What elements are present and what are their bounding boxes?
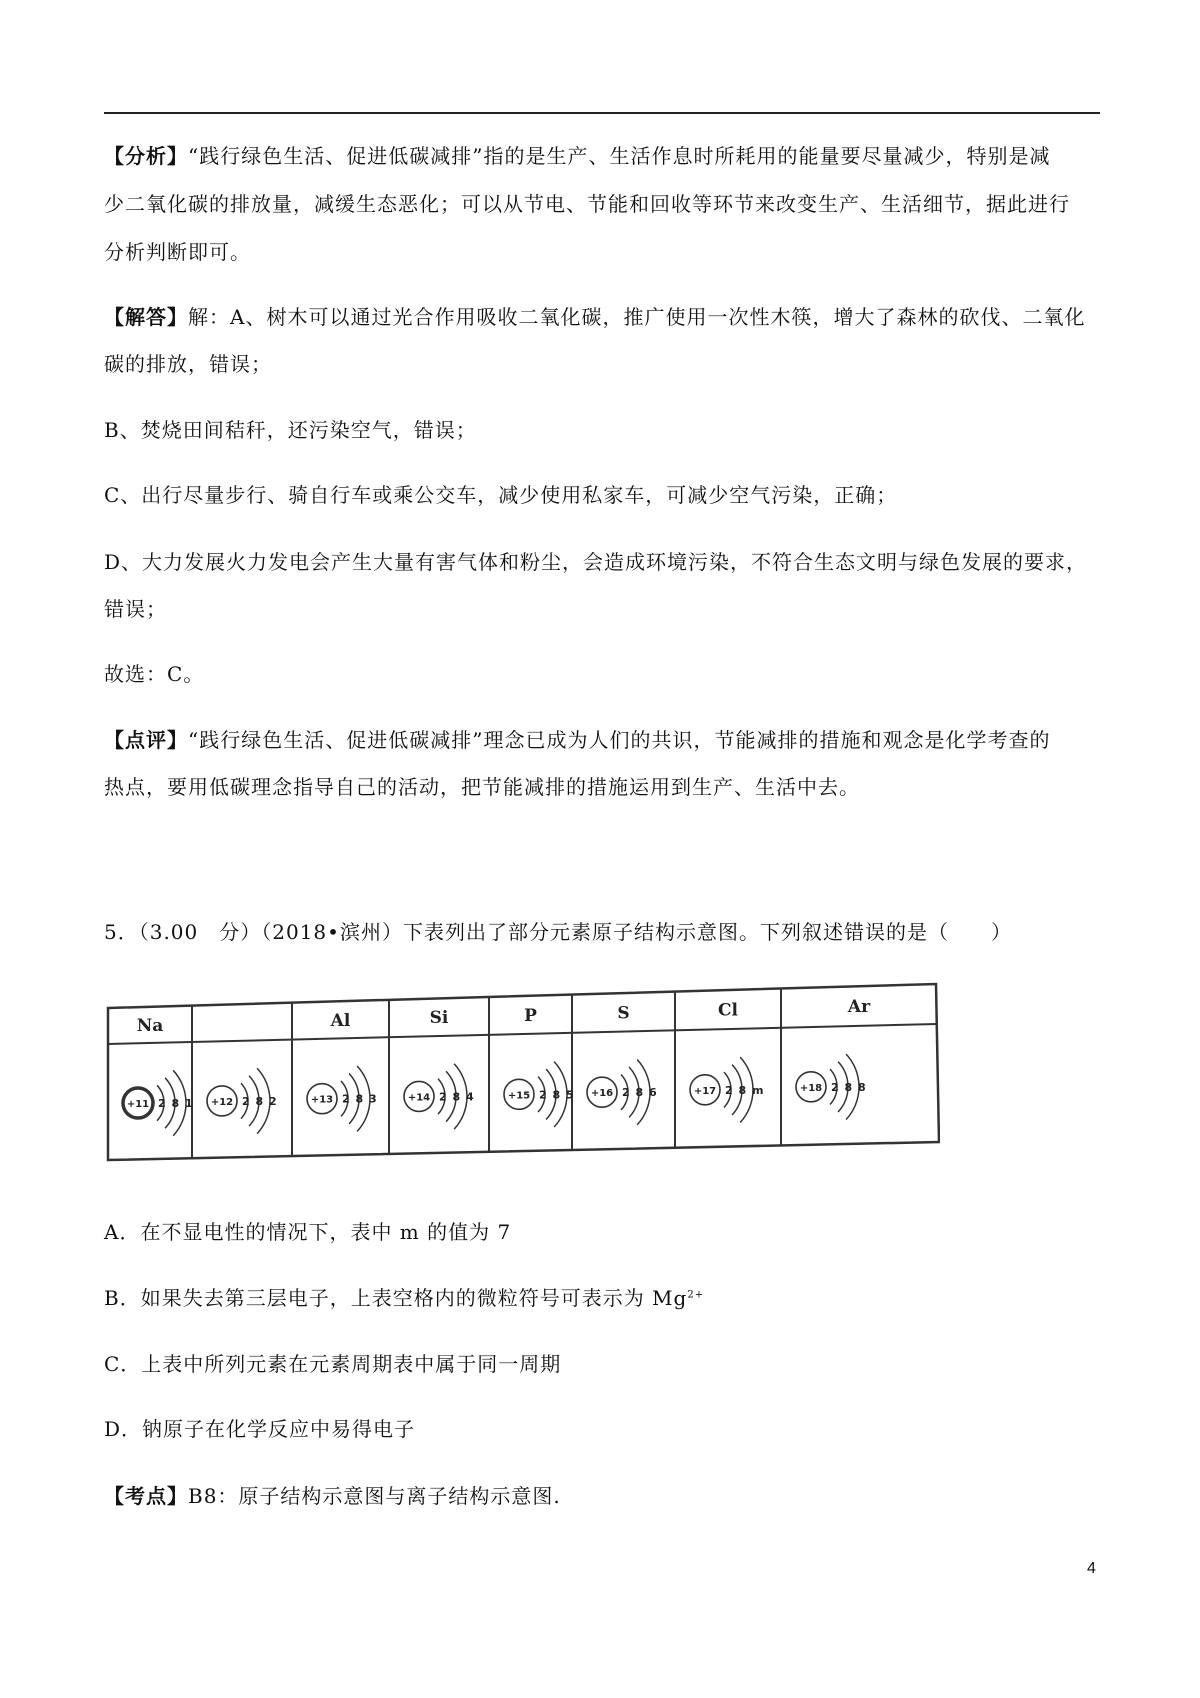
answer-option-d-line-1: D、大力发展火力发电会产生大量有害气体和粉尘，会造成环境污染，不符合生态文明与绿色发展的要求， (104, 550, 1088, 574)
option-d: D．钠原子在化学反应中易得电子 (104, 1417, 416, 1441)
nucleus-charge: +12 (210, 1096, 234, 1108)
electron-count: 2 8 5 (539, 1088, 575, 1102)
electron-count: 2 8 2 (242, 1094, 278, 1108)
option-c: C．上表中所列元素在元素周期表中属于同一周期 (104, 1352, 562, 1376)
analysis-line-3: 分析判断即可。 (104, 240, 251, 264)
electron-count: 2 8 m (725, 1083, 765, 1097)
analysis-label: 【分析】 (104, 144, 188, 168)
nucleus-charge: +11 (126, 1099, 150, 1111)
option-b: B．如果失去第三层电子，上表空格内的微粒符号可表示为 $Mg^{2+}$ (104, 1286, 705, 1310)
option-a: A．在不显电性的情况下，表中 m 的值为 7 (104, 1220, 512, 1244)
electron-count: 2 8 6 (622, 1086, 658, 1100)
comment-line-1: 【点评】“践行绿色生活、促进低碳减排”理念已成为人们的共识，节能减排的措施和观念是化学考查的 (104, 728, 1051, 752)
nucleus-charge: +13 (310, 1094, 334, 1106)
answer-line-1: 【解答】解：A、树木可以通过光合作用吸收二氧化碳，推广使用一次性木筷，增大了森林的砍伐、二氧化 (104, 305, 1086, 329)
electron-count: 2 8 4 (439, 1090, 475, 1104)
electron-count: 2 8 1 (158, 1097, 194, 1111)
header-rule (104, 112, 1100, 114)
option-b-superscript: 2+ (687, 1289, 705, 1301)
comment-label: 【点评】 (104, 728, 188, 752)
nucleus-charge: +15 (507, 1090, 531, 1102)
answer-choice: 故选：C。 (104, 662, 205, 686)
answer-label: 【解答】 (104, 305, 188, 329)
atom-structure-table (106, 982, 940, 1162)
element-symbol: S (617, 1003, 630, 1024)
element-symbol: Cl (718, 1000, 738, 1021)
page-number: 4 (1087, 1560, 1096, 1577)
element-symbol: P (524, 1005, 537, 1026)
nucleus-charge: +14 (407, 1092, 431, 1104)
element-symbol: Al (330, 1010, 351, 1031)
nucleus-charge: +16 (590, 1088, 614, 1100)
question-5-stem: 5．（3.00 分）（2018•滨州）下表列出了部分元素原子结构示意图。下列叙述错误的是（ ） (104, 920, 1012, 944)
knowledge-point: 【考点】B8：原子结构示意图与离子结构示意图. (104, 1484, 561, 1508)
analysis-line-1: 【分析】“践行绿色生活、促进低碳减排”指的是生产、生活作息时所耗用的能量要尽量减少，特别是减 (104, 144, 1051, 168)
answer-option-d-line-2: 错误； (104, 597, 167, 621)
answer-line-2: 碳的排放，错误； (104, 352, 272, 376)
nucleus-charge: +17 (693, 1085, 717, 1097)
element-symbol: Na (136, 1015, 164, 1036)
knowledge-label: 【考点】 (104, 1484, 188, 1508)
element-symbol: Si (429, 1008, 449, 1029)
answer-option-c: C、出行尽量步行、骑自行车或乘公交车，减少使用私家车，可减少空气污染，正确； (104, 483, 898, 507)
answer-option-b: B、焚烧田间秸秆，还污染空气，错误； (104, 418, 477, 442)
electron-count: 2 8 3 (342, 1092, 378, 1106)
element-symbol: Ar (847, 997, 871, 1018)
nucleus-charge: +18 (799, 1082, 823, 1094)
comment-line-2: 热点，要用低碳理念指导自己的活动，把节能减排的措施运用到生产、生活中去。 (104, 775, 860, 799)
electron-count: 2 8 8 (831, 1080, 867, 1094)
analysis-line-2: 少二氧化碳的排放量，减缓生态恶化；可以从节电、节能和回收等环节来改变生产、生活细节，据此进行 (104, 192, 1070, 216)
